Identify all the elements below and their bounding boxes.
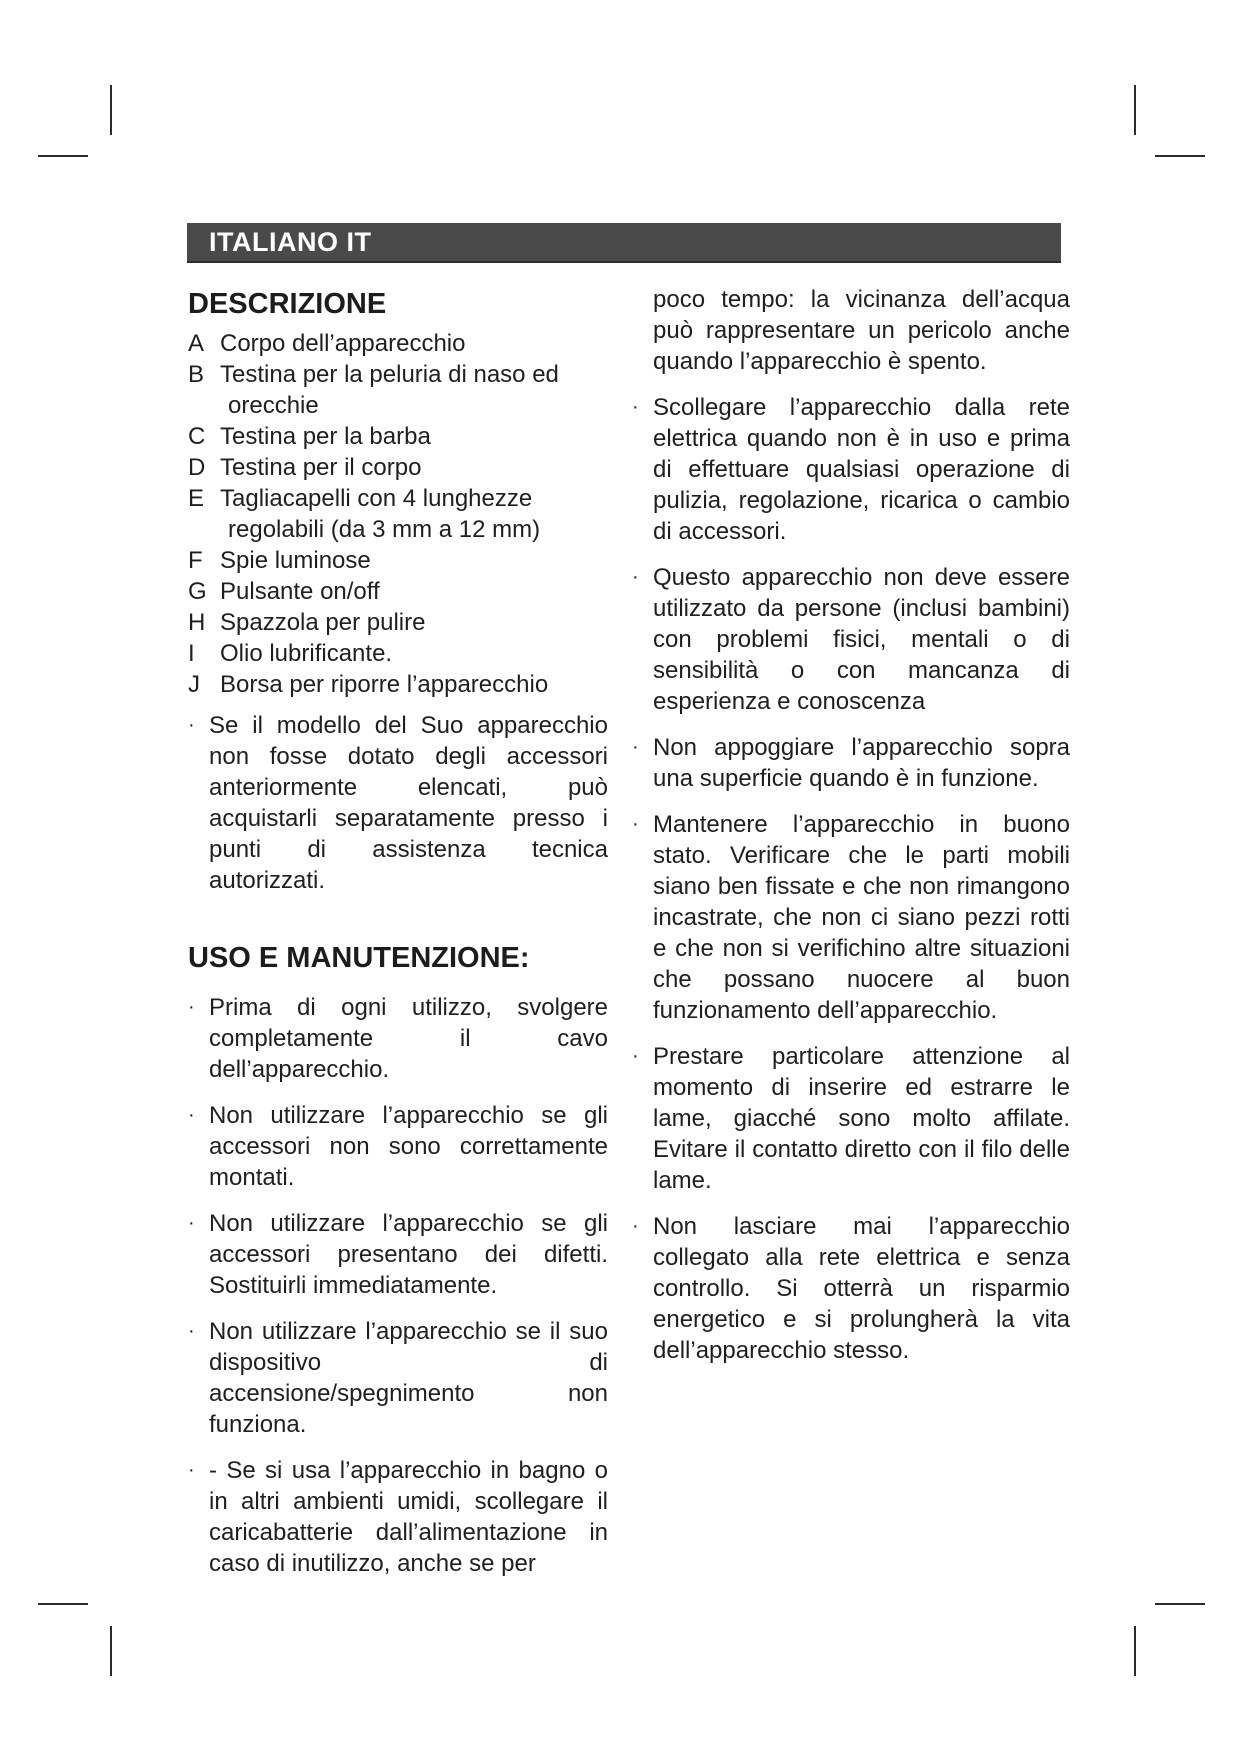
instruction-bullet: · Questo apparecchio non deve essere utilizzato da persone (inclusi bambini) con problemi fisici, mentali o di sensibilità o con mancanza di esperienza e conoscenza <box>632 564 1070 715</box>
bullet-icon: · <box>188 1459 195 1481</box>
instruction-bullet: · Non appoggiare l’apparecchio sopra una superficie quando è in funzione. <box>632 734 1070 792</box>
continued-paragraph: poco tempo: la vicinanza dell’acqua può rappresentare un pericolo anche quando l’apparecchio è spento. <box>653 286 1070 375</box>
crop-mark <box>110 85 112 135</box>
legend-item: C Testina per la barba <box>188 423 431 450</box>
bullet-icon: · <box>632 736 639 758</box>
parts-legend <box>188 328 608 700</box>
bullet-icon: · <box>188 1104 195 1126</box>
accessories-note: · Se il modello del Suo apparecchio non fosse dotato degli accessori anteriormente elencati, può acquistarli separatamente presso i punti di assistenza tecnica autorizzati. <box>188 712 608 894</box>
legend-item: F Spie luminose <box>188 547 371 574</box>
instruction-bullet: · Prestare particolare attenzione al momento di inserire ed estrarre le lame, giacché sono molto affilate. Evitare il contatto diretto con il filo delle lame. <box>632 1043 1070 1194</box>
language-title: ITALIANO IT <box>209 227 372 257</box>
crop-mark <box>110 1626 112 1676</box>
legend-item: D Testina per il corpo <box>188 454 422 481</box>
instruction-bullet: · Non lasciare mai l’apparecchio collegato alla rete elettrica e senza controllo. Si otterrà un risparmio energetico e si prolungherà la vita dell’apparecchio stesso. <box>632 1213 1070 1364</box>
instruction-bullet: · Non utilizzare l’apparecchio se gli accessori non sono correttamente montati. <box>188 1102 608 1191</box>
use-maintenance-heading: USO E MANUTENZIONE: <box>188 942 530 974</box>
language-header-bar <box>187 223 1061 263</box>
bullet-icon: · <box>188 1212 195 1234</box>
bullet-icon: · <box>632 813 639 835</box>
bullet-icon: · <box>188 996 195 1018</box>
bullet-icon: · <box>188 1320 195 1342</box>
bullet-icon: · <box>632 396 639 418</box>
legend-item: I Olio lubrificante. <box>188 640 393 667</box>
crop-mark <box>1155 1603 1205 1605</box>
crop-mark <box>1134 1626 1136 1676</box>
legend-item: H Spazzola per pulire <box>188 609 426 636</box>
left-column <box>188 284 608 1594</box>
description-heading: DESCRIZIONE <box>188 288 387 320</box>
right-column <box>632 284 1070 1381</box>
legend-item: J Borsa per riporre l’apparecchio <box>188 671 549 698</box>
bullet-icon: · <box>632 566 639 588</box>
crop-mark <box>1134 85 1136 135</box>
legend-item: E Tagliacapelli con 4 lunghezze regolabili (da 3 mm a 12 mm) <box>188 485 541 543</box>
legend-item: A Corpo dell’apparecchio <box>188 330 466 357</box>
crop-mark <box>38 155 88 157</box>
instruction-bullet: · Prima di ogni utilizzo, svolgere completamente il cavo dell’apparecchio. <box>188 994 608 1083</box>
bullet-icon: · <box>632 1045 639 1067</box>
bullet-icon: · <box>632 1215 639 1237</box>
crop-mark <box>38 1603 88 1605</box>
bullet-icon: · <box>188 714 195 736</box>
instruction-bullet: · Mantenere l’apparecchio in buono stato. Verificare che le parti mobili siano ben fissate e che non rimangono incastrate, che non ci siano pezzi rotti e che non si verifichino altre situazioni che possano nuocere al buon funzionamento dell’apparecchio. <box>632 811 1070 1024</box>
crop-mark <box>1155 155 1205 157</box>
instruction-bullet: · - Se si usa l’apparecchio in bagno o in altri ambienti umidi, scollegare il caricabatterie dall’alimentazione in caso di inutilizzo, anche se per <box>188 1457 608 1577</box>
instruction-bullet: · Non utilizzare l’apparecchio se gli accessori presentano dei difetti. Sostituirli immediatamente. <box>188 1210 608 1299</box>
legend-item: G Pulsante on/off <box>188 578 380 605</box>
legend-item: B Testina per la peluria di naso ed orecchie <box>188 361 559 419</box>
instruction-bullet: · Scollegare l’apparecchio dalla rete elettrica quando non è in uso e prima di effettuare qualsiasi operazione di pulizia, regolazione, ricarica o cambio di accessori. <box>632 394 1070 545</box>
instruction-bullet: · Non utilizzare l’apparecchio se il suo dispositivo di accensione/spegnimento non funziona. <box>188 1318 608 1438</box>
